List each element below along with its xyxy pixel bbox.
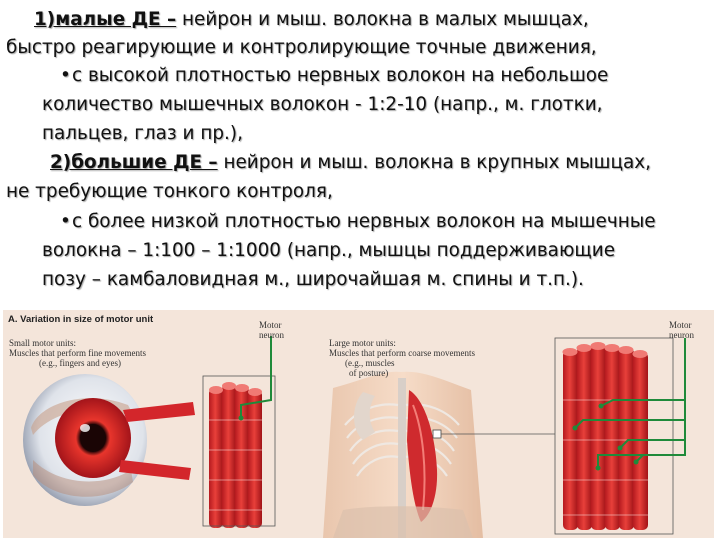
small-unit-caption bbox=[9, 338, 146, 368]
large-unit-caption bbox=[329, 338, 475, 378]
bullet2-marker: • bbox=[60, 211, 71, 232]
bullet1-line1: с высокой плотностью нервных волокон на небольшое bbox=[72, 65, 609, 86]
large-neuron-label: Motor neuron bbox=[669, 320, 694, 340]
eyeball-icon bbox=[23, 374, 195, 506]
large-unit-line4: of posture) bbox=[349, 368, 389, 378]
bullet1-line2: количество мышечных волокон - 1:2-10 (напр., м. глотки, bbox=[42, 94, 603, 115]
para1-heading: 1)малые ДЕ – bbox=[34, 9, 177, 30]
bullet2-line1: с более низкой плотностью нервных волокон на мышечные bbox=[72, 211, 656, 232]
small-unit-line3: (e.g., fingers and eyes) bbox=[39, 358, 121, 368]
large-unit-line3: (e.g., muscles bbox=[345, 358, 395, 368]
para2-line2: не требующие тонкого контроля, bbox=[6, 181, 333, 202]
motor-unit-figure bbox=[3, 310, 714, 538]
large-muscle-bundle-icon bbox=[563, 342, 649, 530]
bullet1-line3: пальцев, глаз и пр.), bbox=[42, 123, 243, 144]
large-unit-heading: Large motor units: bbox=[329, 338, 396, 348]
bullet1-marker: • bbox=[60, 65, 71, 86]
figure-title: A. Variation in size of motor unit bbox=[8, 314, 154, 325]
small-unit-heading: Small motor units: bbox=[9, 338, 77, 348]
para1-line1 bbox=[34, 8, 589, 33]
para1-line2: быстро реагирующие и контролирующие точные движения, bbox=[6, 37, 597, 58]
large-unit-line2: Muscles that perform coarse movements bbox=[329, 348, 475, 358]
small-muscle-bundle-icon bbox=[209, 382, 262, 528]
small-neuron-label: Motor neuron bbox=[259, 320, 284, 340]
para2-rest: нейрон и мыш. волокна в крупных мышцах, bbox=[217, 152, 651, 173]
bullet2-line3: позу – камбаловидная м., широчайшая м. спины и т.п.). bbox=[42, 269, 584, 290]
para2-heading: 2)большие ДЕ – bbox=[50, 152, 218, 173]
bullet2-line2: волокна – 1:100 – 1:1000 (напр., мышцы поддерживающие bbox=[42, 240, 616, 261]
back-torso-icon bbox=[323, 372, 483, 538]
small-unit-line2: Muscles that perform fine movements bbox=[9, 348, 146, 358]
para2-line1 bbox=[50, 151, 651, 176]
para1-rest: нейрон и мыш. волокна в малых мышцах, bbox=[176, 9, 589, 30]
